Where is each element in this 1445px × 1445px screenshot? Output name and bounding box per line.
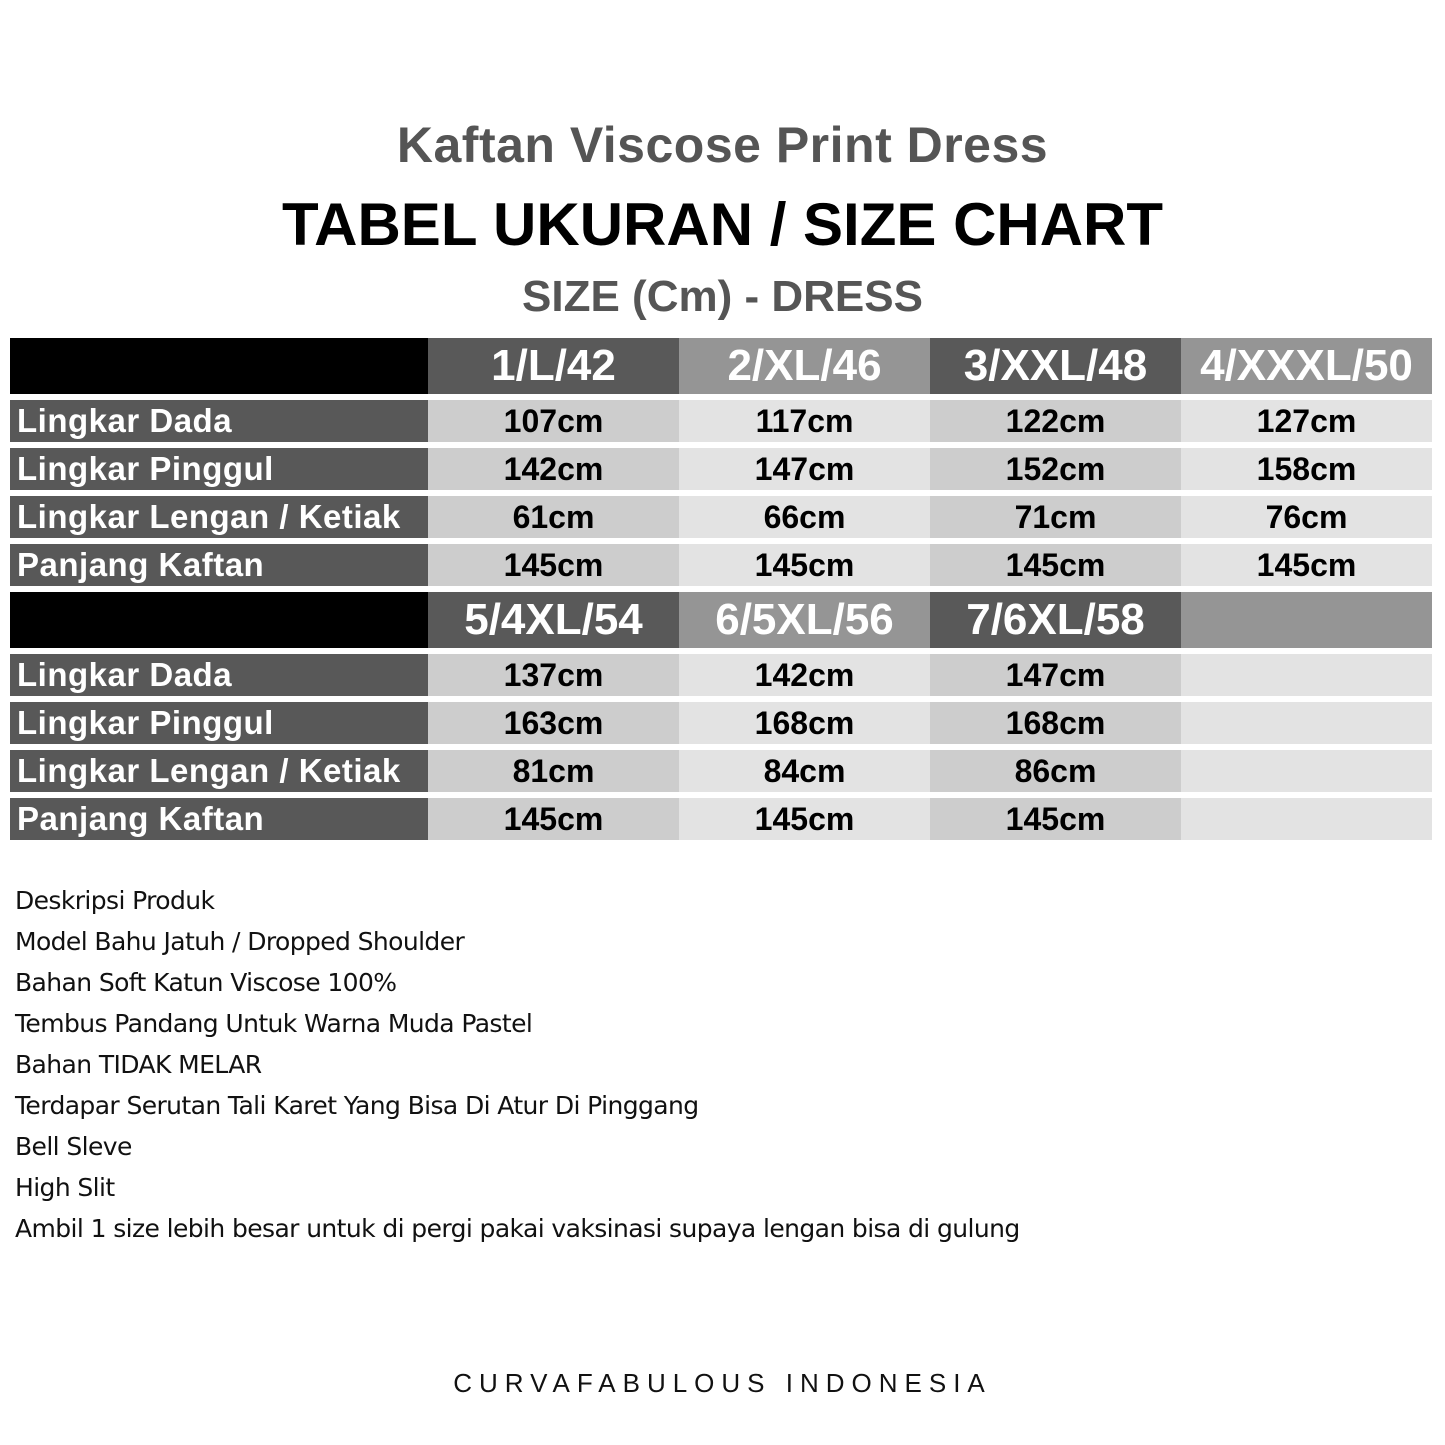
table-row (10, 654, 1433, 696)
size-header: 4/XXXL/50 (1181, 338, 1432, 394)
measurement-label: Lingkar Dada (10, 654, 428, 696)
description-item: Terdapar Serutan Tali Karet Yang Bisa Di Atur Di Pinggang (15, 1091, 699, 1120)
value-cell: 158cm (1181, 448, 1432, 490)
description-item: Tembus Pandang Untuk Warna Muda Pastel (15, 1009, 533, 1038)
value-cell: 145cm (679, 798, 930, 840)
description-item: Bahan TIDAK MELAR (15, 1050, 262, 1079)
size-header-row (10, 592, 1433, 648)
value-cell: 145cm (428, 544, 679, 586)
size-table-block-1 (10, 338, 1433, 586)
measurement-label: Lingkar Pinggul (10, 448, 428, 490)
value-cell-empty (1181, 654, 1432, 696)
value-cell: 127cm (1181, 400, 1432, 442)
measurement-label: Panjang Kaftan (10, 544, 428, 586)
value-cell: 81cm (428, 750, 679, 792)
size-header-row (10, 338, 1433, 394)
value-cell: 86cm (930, 750, 1181, 792)
value-cell: 76cm (1181, 496, 1432, 538)
value-cell: 117cm (679, 400, 930, 442)
value-cell: 71cm (930, 496, 1181, 538)
value-cell: 61cm (428, 496, 679, 538)
measurement-label: Lingkar Lengan / Ketiak (10, 496, 428, 538)
value-cell: 168cm (930, 702, 1181, 744)
brand-footer: CURVAFABULOUS INDONESIA (453, 1368, 992, 1398)
description-item: Bahan Soft Katun Viscose 100% (15, 968, 397, 997)
value-cell: 163cm (428, 702, 679, 744)
chart-subtitle: SIZE (Cm) - DRESS (522, 272, 923, 321)
value-cell: 107cm (428, 400, 679, 442)
description-item: High Slit (15, 1173, 115, 1202)
table-row (10, 750, 1433, 792)
value-cell: 142cm (428, 448, 679, 490)
size-header: 7/6XL/58 (930, 592, 1181, 648)
description-heading: Deskripsi Produk (15, 886, 215, 915)
size-header: 5/4XL/54 (428, 592, 679, 648)
value-cell: 168cm (679, 702, 930, 744)
description-item: Model Bahu Jatuh / Dropped Shoulder (15, 927, 465, 956)
product-description (15, 884, 1020, 1253)
value-cell: 66cm (679, 496, 930, 538)
size-header-empty (1181, 592, 1432, 648)
value-cell: 145cm (930, 798, 1181, 840)
value-cell: 152cm (930, 448, 1181, 490)
size-header: 6/5XL/56 (679, 592, 930, 648)
description-item: Bell Sleve (15, 1132, 132, 1161)
table-row (10, 544, 1433, 586)
description-item: Ambil 1 size lebih besar untuk di pergi pakai vaksinasi supaya lengan bisa di gulung (15, 1214, 1020, 1243)
corner-cell (10, 592, 428, 648)
measurement-label: Panjang Kaftan (10, 798, 428, 840)
value-cell: 145cm (679, 544, 930, 586)
value-cell: 84cm (679, 750, 930, 792)
size-header: 2/XL/46 (679, 338, 930, 394)
chart-title: TABEL UKURAN / SIZE CHART (281, 191, 1164, 258)
value-cell-empty (1181, 750, 1432, 792)
size-header: 3/XXL/48 (930, 338, 1181, 394)
value-cell: 147cm (930, 654, 1181, 696)
value-cell: 145cm (930, 544, 1181, 586)
table-row (10, 702, 1433, 744)
table-row (10, 400, 1433, 442)
value-cell: 145cm (1181, 544, 1432, 586)
value-cell: 145cm (428, 798, 679, 840)
table-row (10, 496, 1433, 538)
value-cell-empty (1181, 798, 1432, 840)
value-cell-empty (1181, 702, 1432, 744)
value-cell: 142cm (679, 654, 930, 696)
measurement-label: Lingkar Pinggul (10, 702, 428, 744)
table-row (10, 798, 1433, 840)
value-cell: 147cm (679, 448, 930, 490)
size-header: 1/L/42 (428, 338, 679, 394)
value-cell: 137cm (428, 654, 679, 696)
table-row (10, 448, 1433, 490)
value-cell: 122cm (930, 400, 1181, 442)
measurement-label: Lingkar Lengan / Ketiak (10, 750, 428, 792)
measurement-label: Lingkar Dada (10, 400, 428, 442)
product-name: Kaftan Viscose Print Dress (396, 117, 1049, 173)
corner-cell (10, 338, 428, 394)
size-table-block-2 (10, 592, 1433, 840)
